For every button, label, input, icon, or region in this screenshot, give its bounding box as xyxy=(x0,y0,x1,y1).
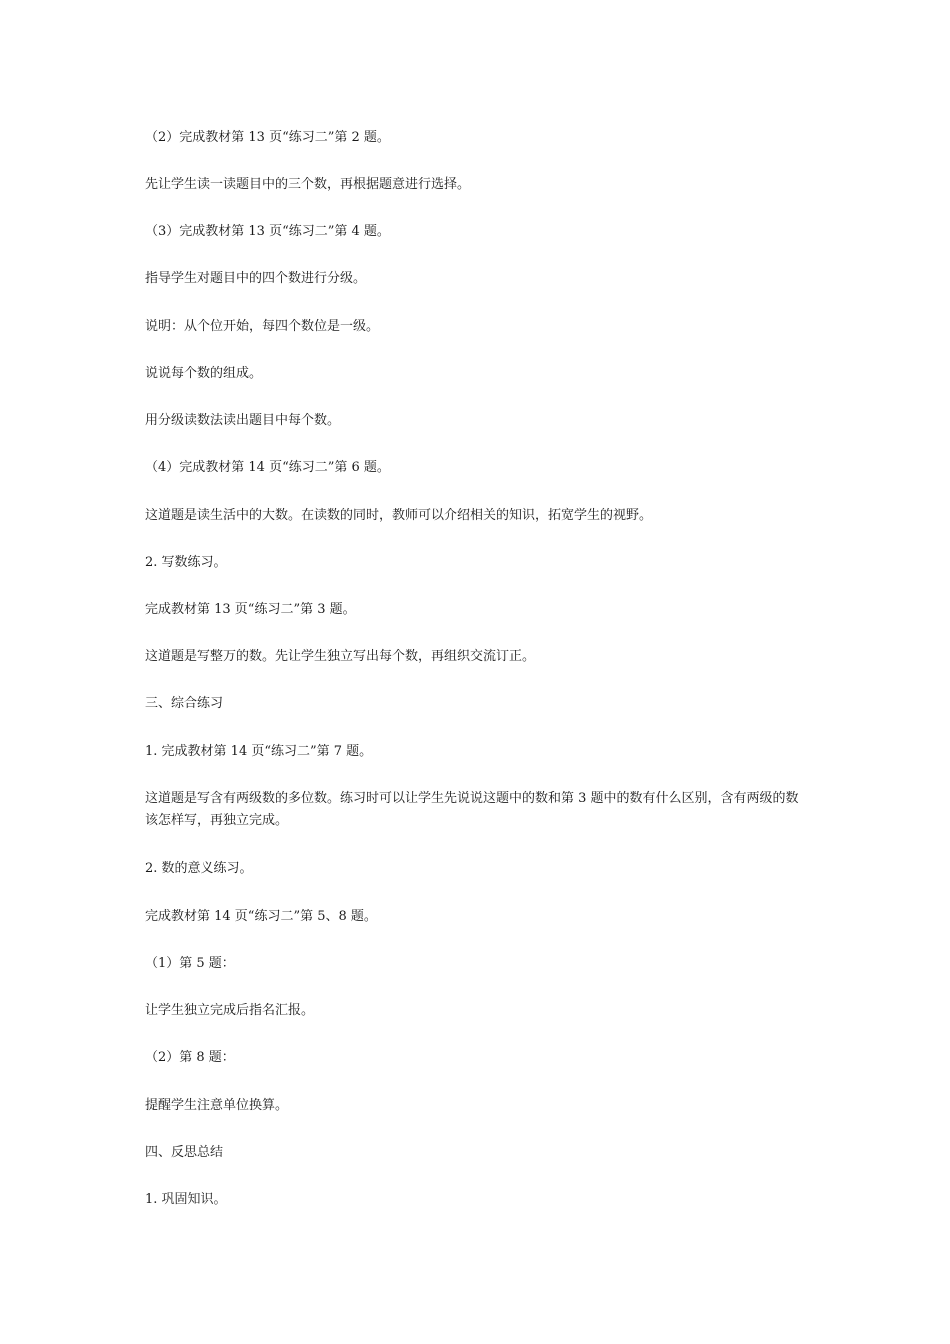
section-heading-reflection-summary: 四、反思总结 xyxy=(145,1145,224,1160)
paragraph-item-8-label: （2）第 8 题： xyxy=(145,1050,235,1065)
paragraph-read-by-grade: 用分级读数法读出题目中每个数。 xyxy=(145,413,341,428)
paragraph-write-whole-ten-thousands: 这道题是写整万的数。先让学生独立写出每个数，再组织交流订正。 xyxy=(145,649,536,664)
paragraph-read-three-numbers: 先让学生读一读题目中的三个数，再根据题意进行选择。 xyxy=(145,177,471,192)
paragraph-unit-conversion: 提醒学生注意单位换算。 xyxy=(145,1098,289,1113)
paragraph-two-grade-numbers: 这道题是写含有两级数的多位数。练习时可以让学生先说说这题中的数和第 3 题中的数有什么区别，含有两级的数该怎样写，再独立完成。 xyxy=(145,791,799,828)
paragraph-item-5-label: （1）第 5 题： xyxy=(145,956,235,971)
paragraph-number-composition: 说说每个数的组成。 xyxy=(145,366,263,381)
paragraph-grading-guidance: 指导学生对题目中的四个数进行分级。 xyxy=(145,271,367,286)
paragraph-exercise-2-item-6: （4）完成教材第 14 页“练习二”第 6 题。 xyxy=(145,460,390,475)
paragraph-large-numbers-in-life: 这道题是读生活中的大数。在读数的同时，教师可以介绍相关的知识，拓宽学生的视野。 xyxy=(145,508,653,523)
paragraph-independent-report: 让学生独立完成后指名汇报。 xyxy=(145,1003,315,1018)
paragraph-writing-practice-heading: 2. 写数练习。 xyxy=(145,555,227,570)
paragraph-exercise-2-items-5-8: 完成教材第 14 页“练习二”第 5、8 题。 xyxy=(145,909,377,924)
paragraph-exercise-2-item-7: 1. 完成教材第 14 页“练习二”第 7 题。 xyxy=(145,744,373,759)
paragraph-consolidate-knowledge: 1. 巩固知识。 xyxy=(145,1192,227,1207)
paragraph-explanation: 说明：从个位开始，每四个数位是一级。 xyxy=(145,319,380,334)
paragraph-exercise-2-item-4: （3）完成教材第 13 页“练习二”第 4 题。 xyxy=(145,224,390,239)
paragraph-exercise-2-item-3: 完成教材第 13 页“练习二”第 3 题。 xyxy=(145,602,356,617)
section-heading-comprehensive-practice: 三、综合练习 xyxy=(145,696,224,711)
paragraph-number-meaning-heading: 2. 数的意义练习。 xyxy=(145,861,253,876)
paragraph-exercise-2-item-2: （2）完成教材第 13 页“练习二”第 2 题。 xyxy=(145,130,390,145)
